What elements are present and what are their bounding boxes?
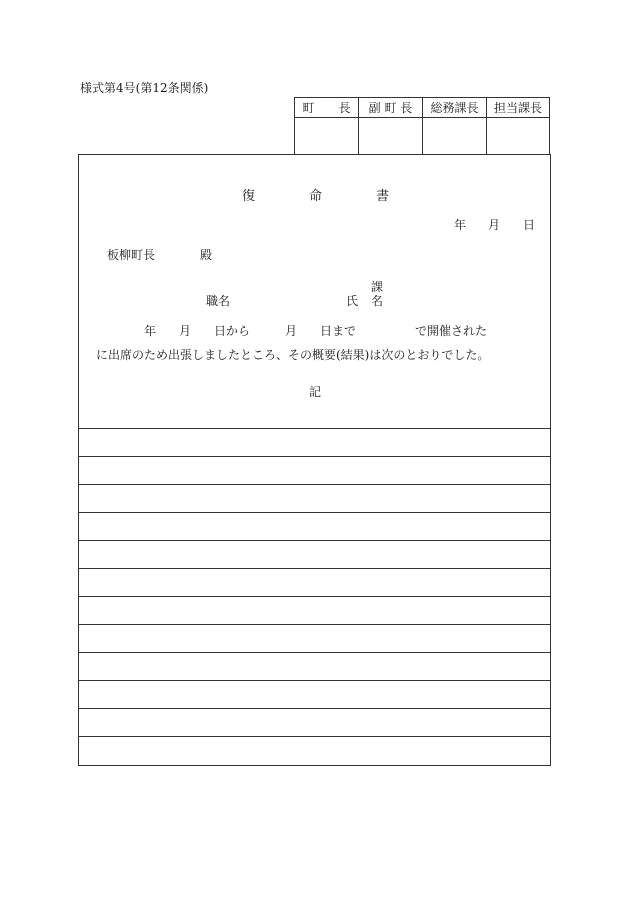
body-summary-text: に出席のため出張しましたところ、その概要(結果)は次のとおりでした。: [96, 348, 490, 362]
report-line[interactable]: [79, 456, 550, 483]
report-line[interactable]: [79, 428, 550, 455]
date-year-label: 年: [454, 218, 467, 232]
approval-seal-cell-deputy-mayor[interactable]: [359, 118, 423, 155]
report-line[interactable]: [79, 540, 550, 567]
report-line[interactable]: [79, 680, 550, 707]
approval-header-mayor: 町 長: [295, 98, 359, 118]
title-char-1: 復: [242, 189, 256, 204]
name-label-1: 氏: [346, 294, 359, 308]
ki-label: 記: [309, 385, 322, 399]
report-line[interactable]: [79, 568, 550, 595]
report-line[interactable]: [79, 736, 550, 764]
addressee-honorific: 殿: [200, 248, 213, 262]
body-held-at-label: で開催された: [415, 324, 488, 338]
report-line[interactable]: [79, 484, 550, 511]
body-day-until-label: 日まで: [320, 324, 357, 338]
approval-header-section-chief: 担当課長: [487, 98, 550, 118]
form-reference: 様式第4号(第12条関係): [80, 81, 209, 95]
approval-stamp-table: [294, 97, 550, 155]
body-day-from-label: 日から: [214, 324, 251, 338]
title-char-3: 書: [376, 189, 390, 204]
approval-header-deputy-mayor: 副 町 長: [359, 98, 423, 118]
report-line[interactable]: [79, 708, 550, 735]
report-line[interactable]: [79, 624, 550, 651]
addressee-name: 板柳町長: [107, 248, 156, 262]
approval-header-general-affairs-chief: 総務課長: [423, 98, 487, 118]
job-title-label: 職名: [206, 294, 231, 308]
approval-seal-cell-mayor[interactable]: [295, 118, 359, 155]
report-line[interactable]: [79, 596, 550, 623]
report-lines: [79, 428, 550, 765]
approval-seal-cell-section-chief[interactable]: [487, 118, 550, 155]
date-month-label: 月: [488, 218, 501, 232]
date-day-label: 日: [523, 218, 536, 232]
report-line[interactable]: [79, 512, 550, 539]
report-line[interactable]: [79, 652, 550, 679]
body-year-label: 年: [144, 324, 157, 338]
body-month-label: 月: [179, 324, 192, 338]
title-char-2: 命: [309, 189, 323, 204]
approval-seal-cell-general-affairs-chief[interactable]: [423, 118, 487, 155]
body-month2-label: 月: [285, 324, 298, 338]
name-label-2: 名: [371, 294, 384, 308]
department-suffix: 課: [371, 280, 384, 294]
